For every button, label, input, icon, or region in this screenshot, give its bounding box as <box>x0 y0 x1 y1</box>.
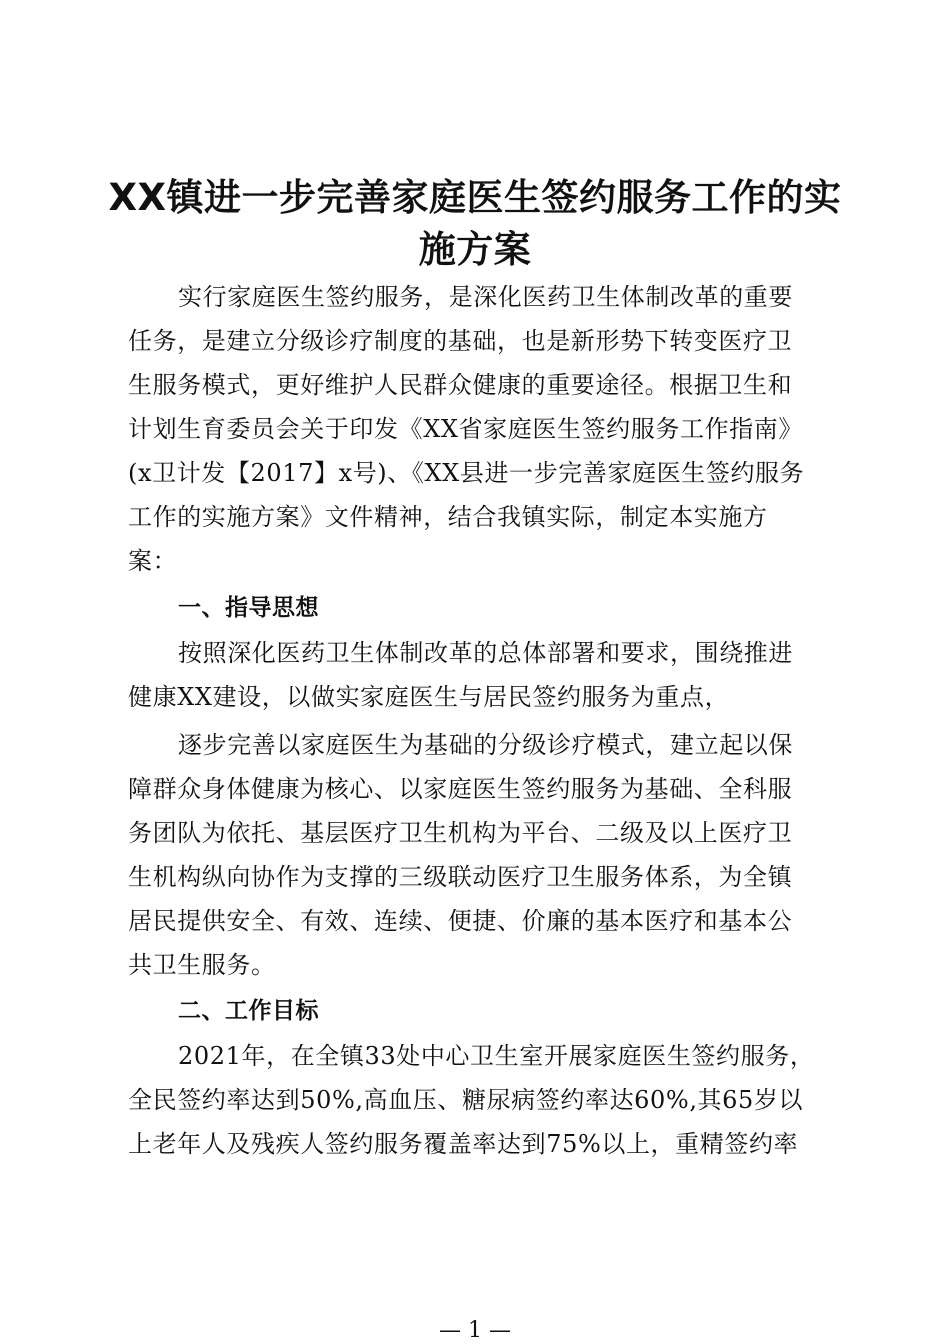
section1-para2-line: 生机构纵向协作为支撑的三级联动医疗卫生服务体系，为全镇 <box>128 863 793 891</box>
section-heading-guiding-ideology: 一、指导思想 <box>178 595 319 621</box>
section1-para2-line: 共卫生服务。 <box>128 951 276 979</box>
section-heading-work-goals: 二、工作目标 <box>178 998 319 1024</box>
document-title-line-1: XX镇进一步完善家庭医生签约服务工作的实 <box>108 176 842 219</box>
section1-para2-line: 居民提供安全、有效、连续、便捷、价廉的基本医疗和基本公 <box>128 907 793 935</box>
section1-para2-line: 障群众身体健康为核心、以家庭医生签约服务为基础、全科服 <box>128 775 793 803</box>
page-number: — 1 — <box>439 1318 511 1343</box>
section1-para2-line: 逐步完善以家庭医生为基础的分级诊疗模式，建立起以保 <box>178 731 793 759</box>
section1-para2-line: 务团队为依托、基层医疗卫生机构为平台、二级及以上医疗卫 <box>128 819 793 847</box>
document-title-line-2: 施方案 <box>418 228 532 271</box>
intro-line: 生服务模式，更好维护人民群众健康的重要途径。根据卫生和 <box>128 371 793 399</box>
section1-para1-line: 健康XX建设，以做实家庭医生与居民签约服务为重点， <box>128 683 730 711</box>
intro-line: 实行家庭医生签约服务，是深化医药卫生体制改革的重要 <box>178 283 793 311</box>
section1-para1-line: 按照深化医药卫生体制改革的总体部署和要求，围绕推进 <box>178 639 793 667</box>
section2-para1-line: 全民签约率达到50%,高血压、糖尿病签约率达60%,其65岁以 <box>128 1086 804 1114</box>
intro-line: 任务，是建立分级诊疗制度的基础，也是新形势下转变医疗卫 <box>128 327 793 355</box>
intro-line: 工作的实施方案》文件精神，结合我镇实际，制定本实施方 <box>128 503 768 531</box>
intro-line: (x卫计发【2017】x号)、《XX县进一步完善家庭医生签约服务 <box>128 459 805 487</box>
intro-line: 案： <box>128 547 178 575</box>
section2-para1-line: 2021年，在全镇33处中心卫生室开展家庭医生签约服务， <box>178 1042 815 1070</box>
section2-para1-line: 上老年人及残疾人签约服务覆盖率达到75%以上，重精签约率 <box>128 1130 799 1158</box>
intro-line: 计划生育委员会关于印发《XX省家庭医生签约服务工作指南》 <box>128 415 803 443</box>
